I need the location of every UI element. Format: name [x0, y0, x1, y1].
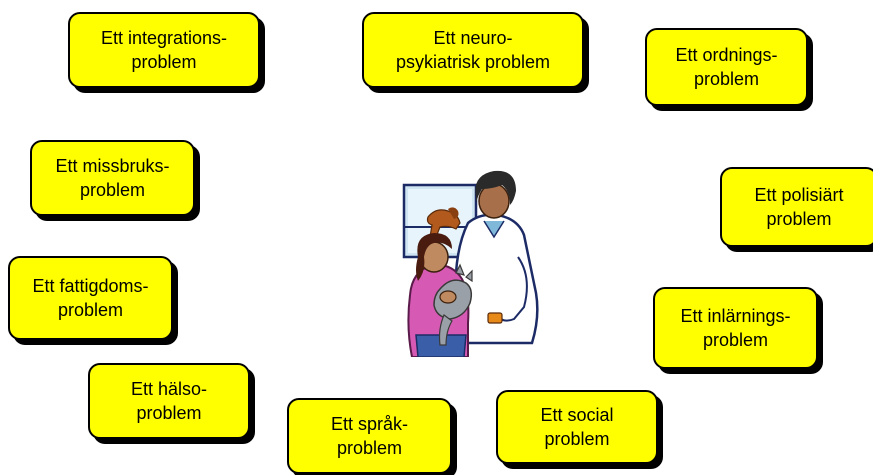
health-problem-line1: Ett hälso- [130, 379, 208, 399]
integration-problem-box[interactable] [68, 12, 260, 88]
poverty-problem-line2: problem [57, 300, 124, 320]
veterinarian-with-child-and-cat-clipart [398, 165, 548, 357]
learning-problem-box[interactable] [653, 287, 818, 369]
poverty-problem-line1: Ett fattigdoms- [32, 276, 149, 296]
language-problem-box[interactable] [287, 398, 452, 474]
language-problem-line1: Ett språk- [330, 414, 409, 434]
health-problem-line2: problem [136, 403, 202, 423]
social-problem-line2: problem [544, 429, 610, 449]
police-problem-line2: problem [766, 209, 832, 229]
social-problem-line1: Ett social [540, 405, 614, 425]
police-problem-box[interactable] [720, 167, 873, 247]
language-problem-line2: problem [336, 438, 403, 458]
substance-abuse-problem-box[interactable] [30, 140, 195, 216]
order-problem-line2: problem [693, 69, 760, 89]
neuropsychiatric-problem-line1: Ett neuro- [433, 28, 513, 48]
learning-problem-line1: Ett inlärnings- [680, 306, 791, 326]
neuropsychiatric-problem-box[interactable] [362, 12, 584, 88]
social-problem-box[interactable] [496, 390, 658, 464]
health-problem-box[interactable] [88, 363, 250, 439]
neuropsychiatric-problem-line2: psykiatrisk problem [395, 52, 551, 72]
order-problem-box[interactable] [645, 28, 808, 106]
substance-abuse-problem-line1: Ett missbruks- [55, 156, 170, 176]
integration-problem-line2: problem [131, 52, 197, 72]
order-problem-line1: Ett ordnings- [675, 45, 778, 65]
integration-problem-line1: Ett integrations- [100, 28, 228, 48]
learning-problem-line2: problem [702, 330, 769, 350]
substance-abuse-problem-line2: problem [79, 180, 146, 200]
police-problem-line1: Ett polisiärt [754, 185, 844, 205]
poverty-problem-box[interactable] [8, 256, 173, 340]
